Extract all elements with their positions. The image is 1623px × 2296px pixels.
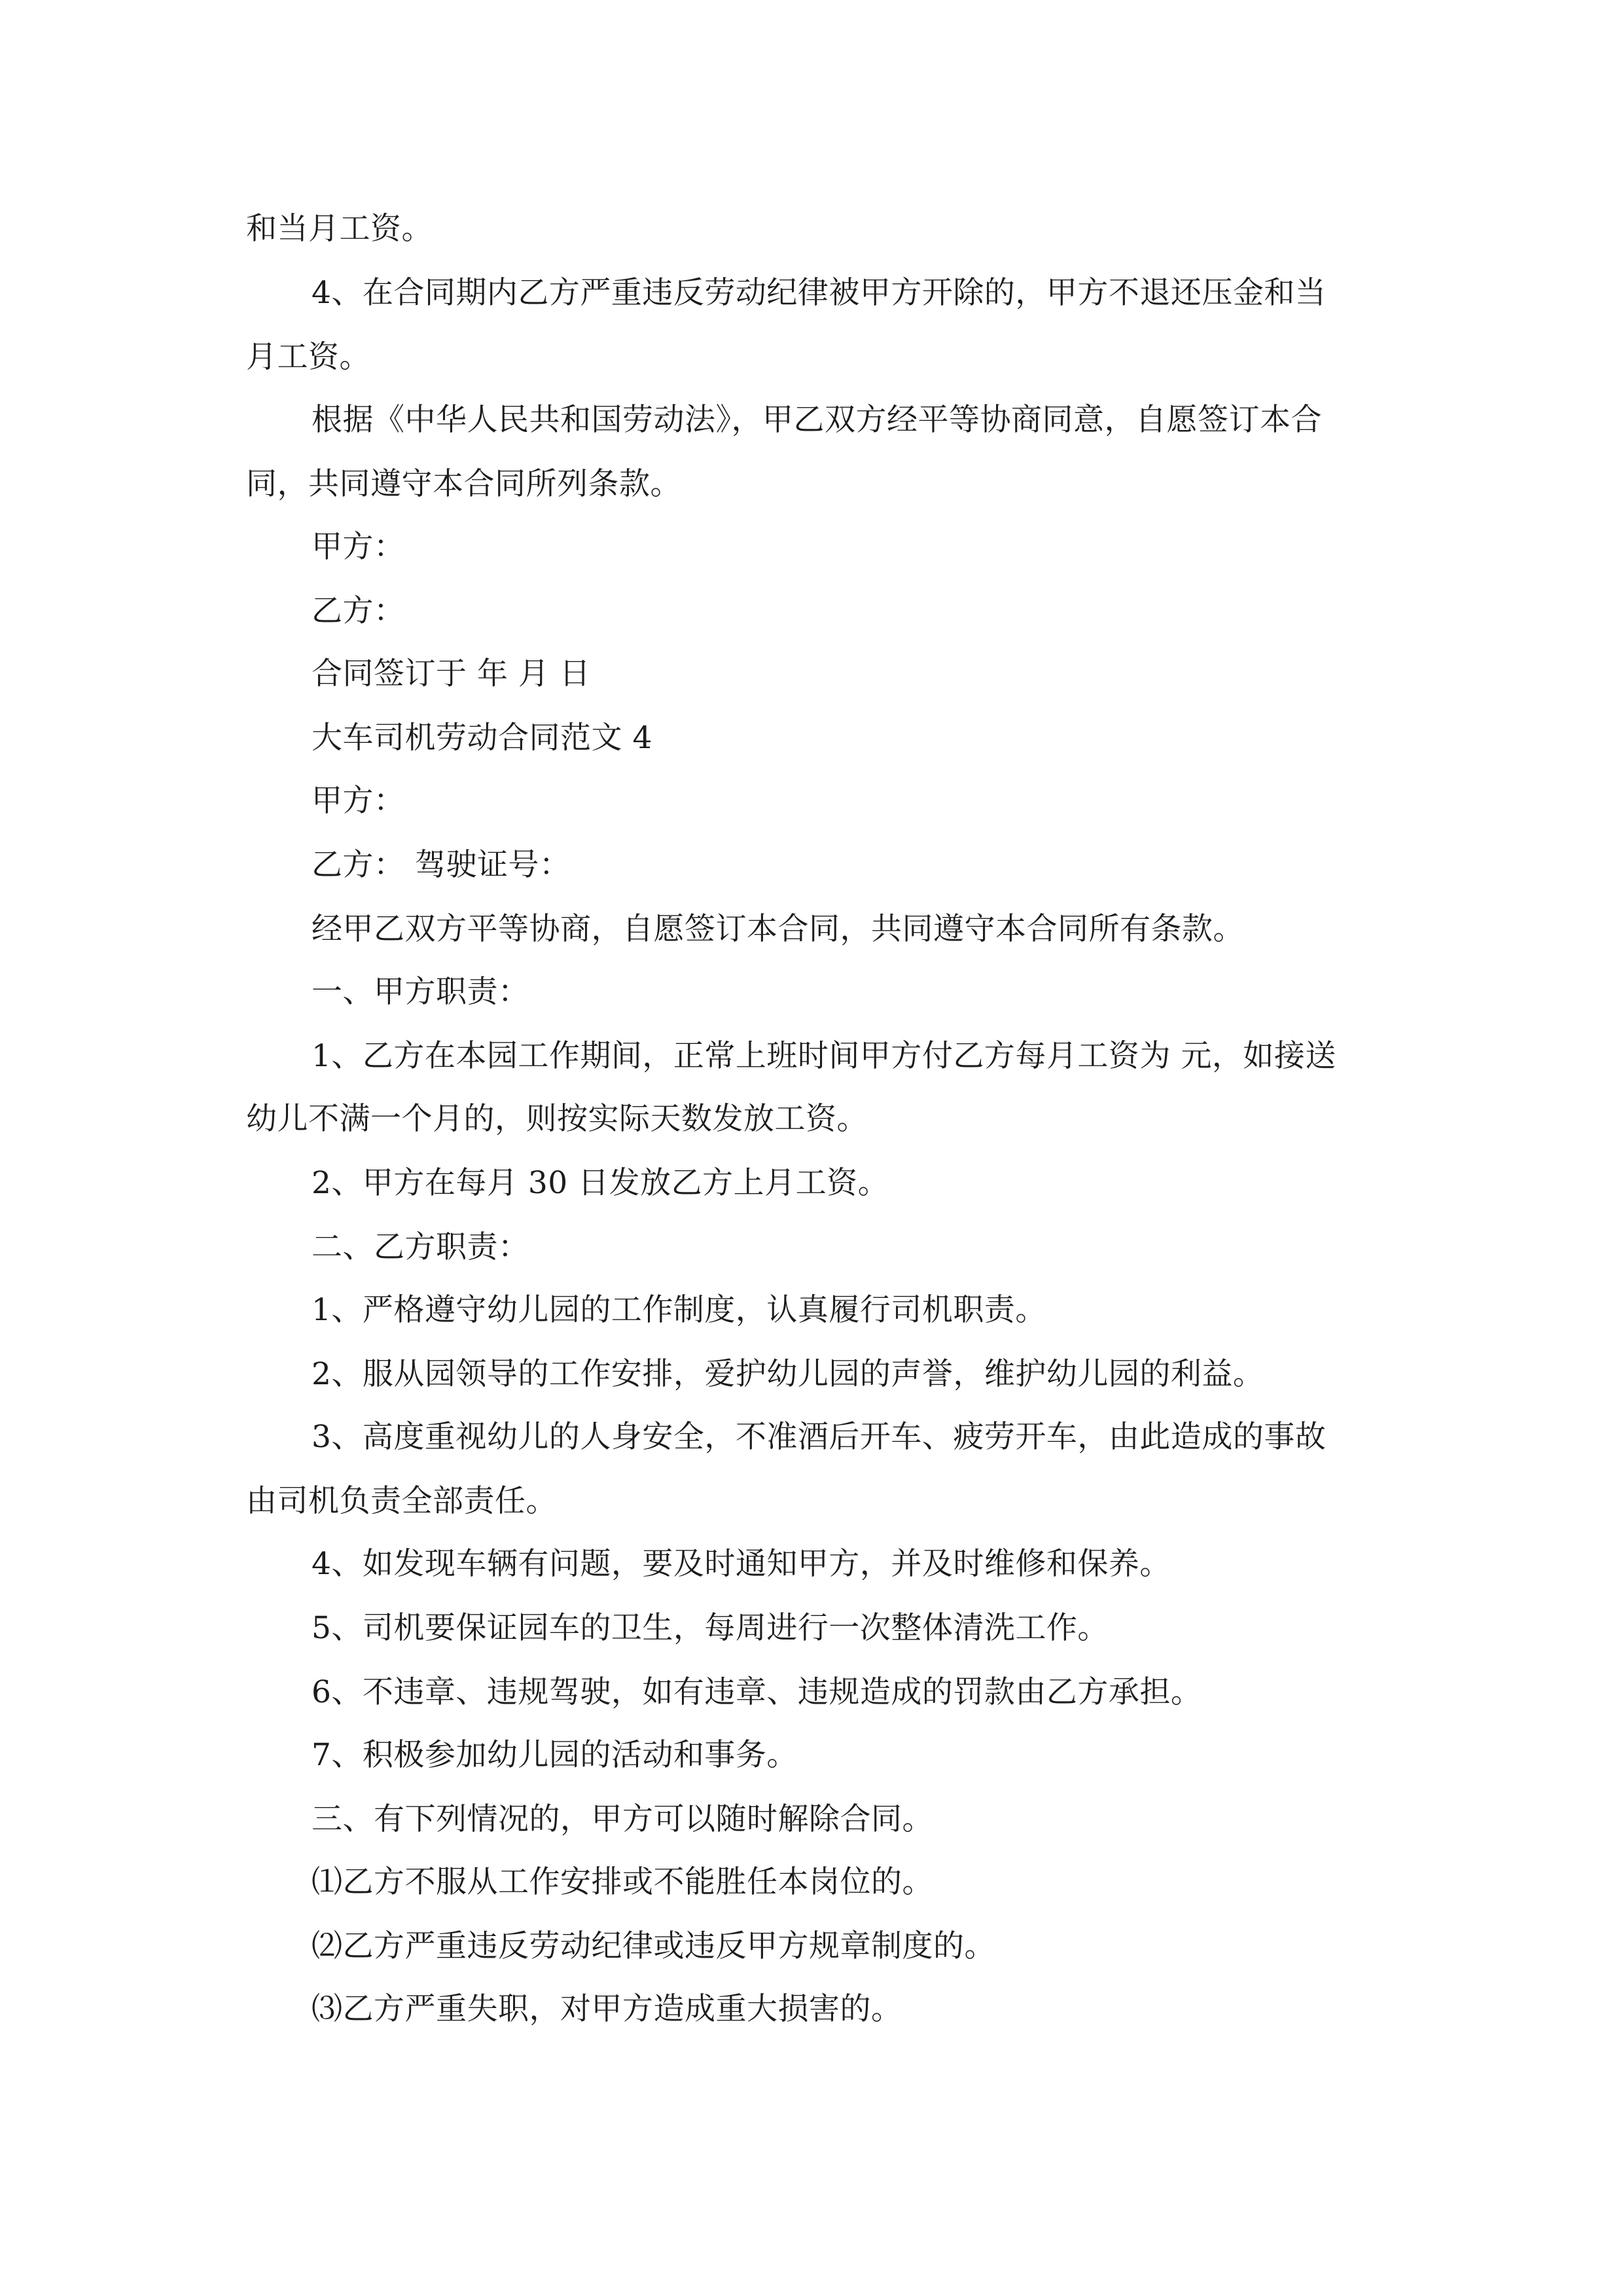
text-line: 幼儿不满一个月的，则按实际天数发放工资。 [246, 1101, 868, 1137]
clause-heading: 一、甲方职责： [312, 974, 529, 1010]
text-line: ⑶乙方严重失职，对甲方造成重大损害的。 [312, 1991, 902, 2027]
party-b-line: 乙方： 驾驶证号： [312, 847, 571, 883]
clause-heading: 三、有下列情况的，甲方可以随时解除合同。 [312, 1801, 933, 1837]
text-line: 1、乙方在本园工作期间，正常上班时间甲方付乙方每月工资为 元，如接送 [312, 1038, 1336, 1074]
section-title: 大车司机劳动合同范文 4 [312, 720, 652, 756]
text-line: ⑴乙方不服从工作安排或不能胜任本岗位的。 [312, 1864, 933, 1900]
text-line: 1、严格遵守幼儿园的工作制度，认真履行司机职责。 [312, 1292, 1046, 1328]
text-line: 5、司机要保证园车的卫生，每周进行一次整体清洗工作。 [312, 1610, 1109, 1646]
text-line: 4、在合同期内乙方严重违反劳动纪律被甲方开除的，甲方不退还压金和当 [312, 275, 1327, 311]
text-line: 月工资。 [246, 339, 370, 375]
text-line: 2、服从园领导的工作安排，爱护幼儿园的声誉，维护幼儿园的利益。 [312, 1356, 1264, 1392]
text-line: 3、高度重视幼儿的人身安全，不准酒后开车、疲劳开车，由此造成的事故 [312, 1419, 1327, 1455]
text-line: 2、甲方在每月 30 日发放乙方上月工资。 [312, 1165, 889, 1201]
party-a-line: 甲方： [312, 783, 405, 819]
clause-heading: 二、乙方职责： [312, 1229, 529, 1265]
text-line: ⑵乙方严重违反劳动纪律或违反甲方规章制度的。 [312, 1928, 995, 1964]
text-line: 根据《中华人民共和国劳动法》，甲乙双方经平等协商同意，自愿签订本合 [312, 402, 1322, 438]
signature-line-party-b: 乙方： [312, 593, 405, 629]
text-line: 同，共同遵守本合同所列条款。 [246, 466, 681, 502]
text-line: 4、如发现车辆有问题，要及时通知甲方，并及时维修和保养。 [312, 1546, 1171, 1582]
signature-line-party-a: 甲方： [312, 529, 405, 565]
text-line: 6、不违章、违规驾驶，如有违章、违规造成的罚款由乙方承担。 [312, 1674, 1202, 1710]
text-line: 和当月工资。 [246, 211, 433, 247]
text-line: 由司机负责全部责任。 [246, 1483, 557, 1519]
signing-date-line: 合同签订于 年 月 日 [312, 656, 591, 692]
text-line: 经甲乙双方平等协商，自愿签订本合同，共同遵守本合同所有条款。 [312, 911, 1244, 947]
text-line: 7、积极参加幼儿园的活动和事务。 [312, 1737, 798, 1773]
